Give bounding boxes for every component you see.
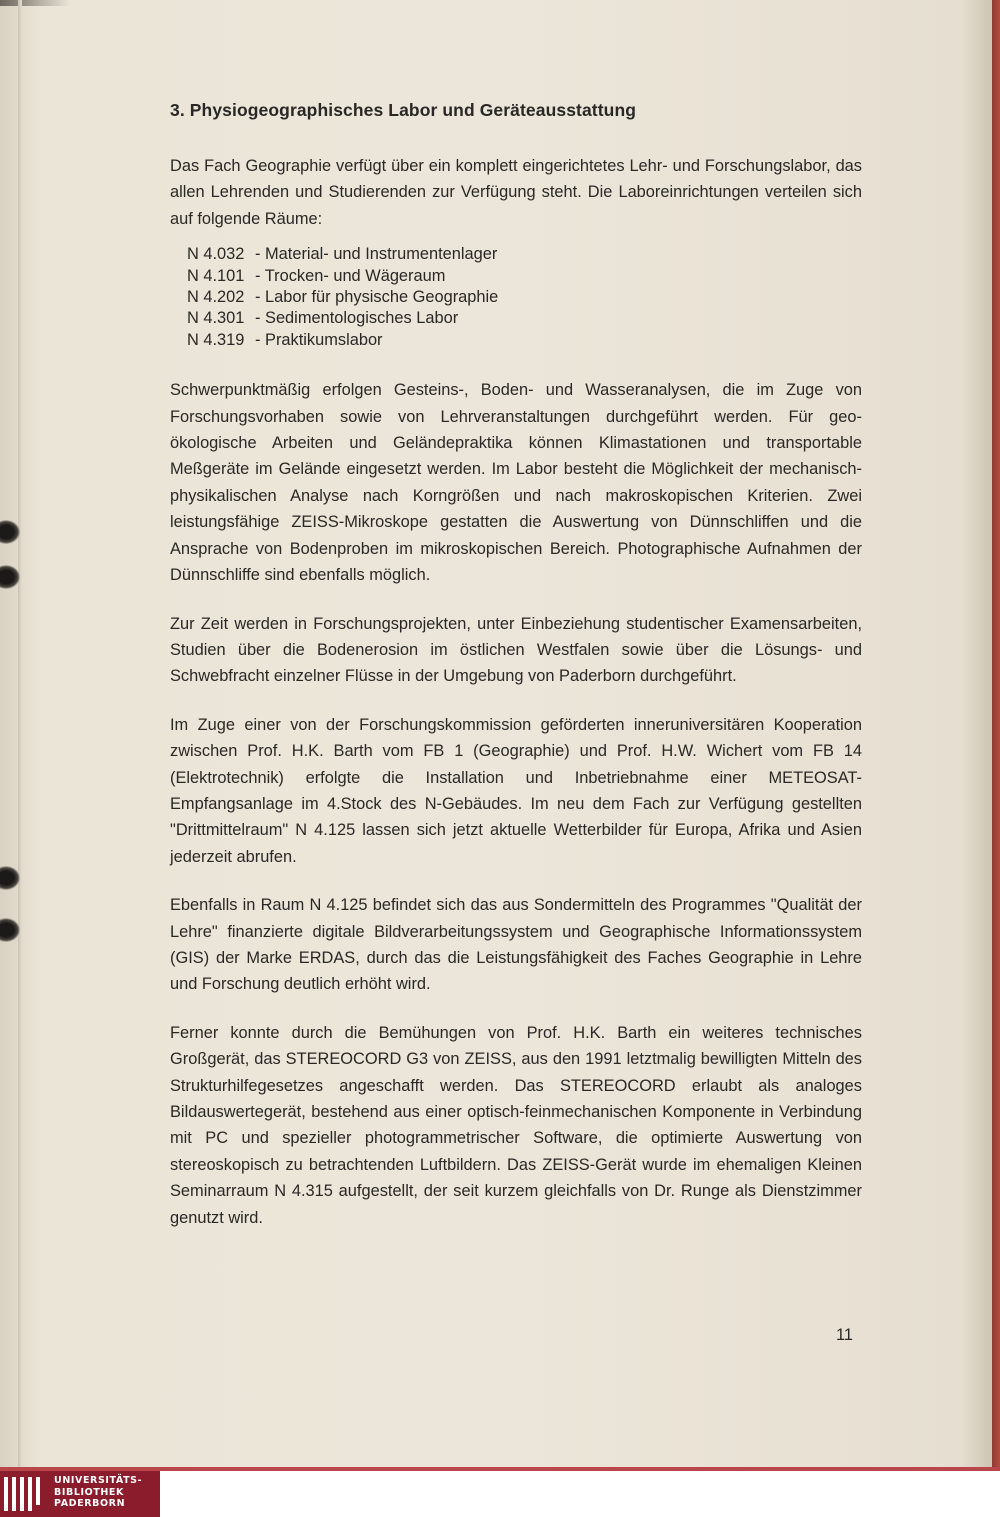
punch-hole	[0, 520, 20, 544]
punch-hole	[0, 565, 20, 589]
room-description: - Praktikumslabor	[255, 330, 383, 349]
room-number: N 4.319	[187, 330, 245, 349]
room-description: - Sedimentologisches Labor	[255, 309, 459, 328]
room-description: - Trocken- und Wägeraum	[255, 266, 446, 285]
meteosat-paragraph: Im Zuge einer von der Forschungskommission geförderten inneruniversitären Kooperation zwischen Prof. H.K. Barth vom FB 1 (Geographie) und Prof. H.W. Wichert vom FB 14 (Elektrotechnik) erfolgte die Installation und Inbetriebnahme einer METEOSAT-Empfangsanlage im 4.Stock des N-Gebäudes. Im neu dem Fach zur Verfügung gestellten "Drittmittelraum" N 4.125 lassen sich jetzt aktuelle Wetterbilder für Europa, Afrika und Asien jederzeit abrufen.	[170, 715, 862, 866]
intro-paragraph: Das Fach Geographie verfügt über ein komplett eingerichtetes Lehr- und Forschungslabor, das allen Lehrenden und Studierenden zur Verfügung steht. Die Laboreinrichtungen verteilen sich auf folgende Räume:	[170, 157, 862, 228]
stereocord-paragraph: Ferner konnte durch die Bemühungen von Prof. H.K. Barth ein weiteres technisches Großgerät, das STEREOCORD G3 von ZEISS, aus den 1991 letztmalig bewilligten Mitteln des Strukturhilfegesetzes angeschafft werden. Das STEREOCORD erlaubt als analoges Bildauswertegerät, bestehend aus einer optisch-feinmechanischen Komponente in Verbindung mit PC und spezieller photogrammetrischer Software, die optimierte Auswertung von stereoskopisch zu betrachtenden Luftbildern. Das ZEISS-Gerät wurde im ehemaligen Kleinen Seminarraum N 4.315 aufgestellt, der seit kurzem gleichfalls von Dr. Runge als Dienstzimmer genutzt wird.	[170, 1023, 862, 1227]
room-item	[187, 330, 862, 351]
punch-hole	[0, 918, 20, 942]
room-item	[187, 287, 862, 308]
logo-line: BIBLIOTHEK	[54, 1486, 124, 1498]
room-item	[187, 244, 862, 265]
room-item	[187, 308, 862, 329]
room-description: - Labor für physische Geographie	[255, 288, 499, 307]
room-number: N 4.301	[187, 309, 245, 328]
room-number: N 4.101	[187, 266, 245, 285]
page-content	[170, 100, 862, 1253]
logo-line: UNIVERSITÄTS-	[54, 1475, 143, 1486]
library-logo-text	[54, 1475, 142, 1510]
section-heading: 3. Physiogeographisches Labor und Geräteausstattung	[170, 100, 637, 120]
analysis-paragraph: Schwerpunktmäßig erfolgen Gesteins-, Boden- und Wasseranalysen, die im Zuge von Forschungsvorhaben sowie von Lehrveranstaltungen durchgeführt werden. Für geo-ökologische Arbeiten und Geländepraktika können Klimastationen und transportable Meßgeräte im Gelände eingesetzt werden. Im Labor besteht die Möglichkeit der mechanisch-physikalischen Analyse nach Korngrößen und nach makroskopischen Kriterien. Zwei leistungsfähige ZEISS-Mikroskope gestatten die Auswertung von Dünnschliffen und die Ansprache von Bodenproben im mikroskopischen Bereich. Photographische Aufnahmen der Dünnschliffe sind ebenfalls möglich.	[170, 381, 862, 585]
gis-paragraph: Ebenfalls in Raum N 4.125 befindet sich das aus Sondermitteln des Programmes "Qualität der Lehre" finanzierte digitale Bildverarbeitungssystem und Geographische Informationssystem (GIS) der Marke ERDAS, durch das die Leistungsfähigkeit des Faches Geographie in Lehre und Forschung deutlich erhöht wird.	[170, 896, 862, 994]
room-item	[187, 266, 862, 287]
room-description: - Material- und Instrumentenlager	[255, 245, 498, 264]
library-logo	[0, 1471, 160, 1517]
binding-edge	[18, 0, 22, 1467]
room-number: N 4.032	[187, 245, 245, 264]
library-footer	[0, 1467, 1000, 1517]
punch-hole	[0, 866, 20, 890]
logo-line: PADERBORN	[54, 1498, 126, 1510]
page-number: 11	[836, 1326, 854, 1344]
room-number: N 4.202	[187, 288, 245, 307]
scan-corner-mark	[0, 0, 70, 6]
room-list	[187, 244, 862, 351]
library-logo-icon	[4, 1477, 42, 1511]
research-paragraph: Zur Zeit werden in Forschungsprojekten, unter Einbeziehung studentischer Examensarbeiten, Studien über die Bodenerosion im östlichen Westfalen sowie über die Lösungs- und Schwebfracht einzelner Flüsse in der Umgebung von Paderborn durchgeführt.	[170, 614, 862, 686]
binder-edge	[992, 0, 1000, 1467]
